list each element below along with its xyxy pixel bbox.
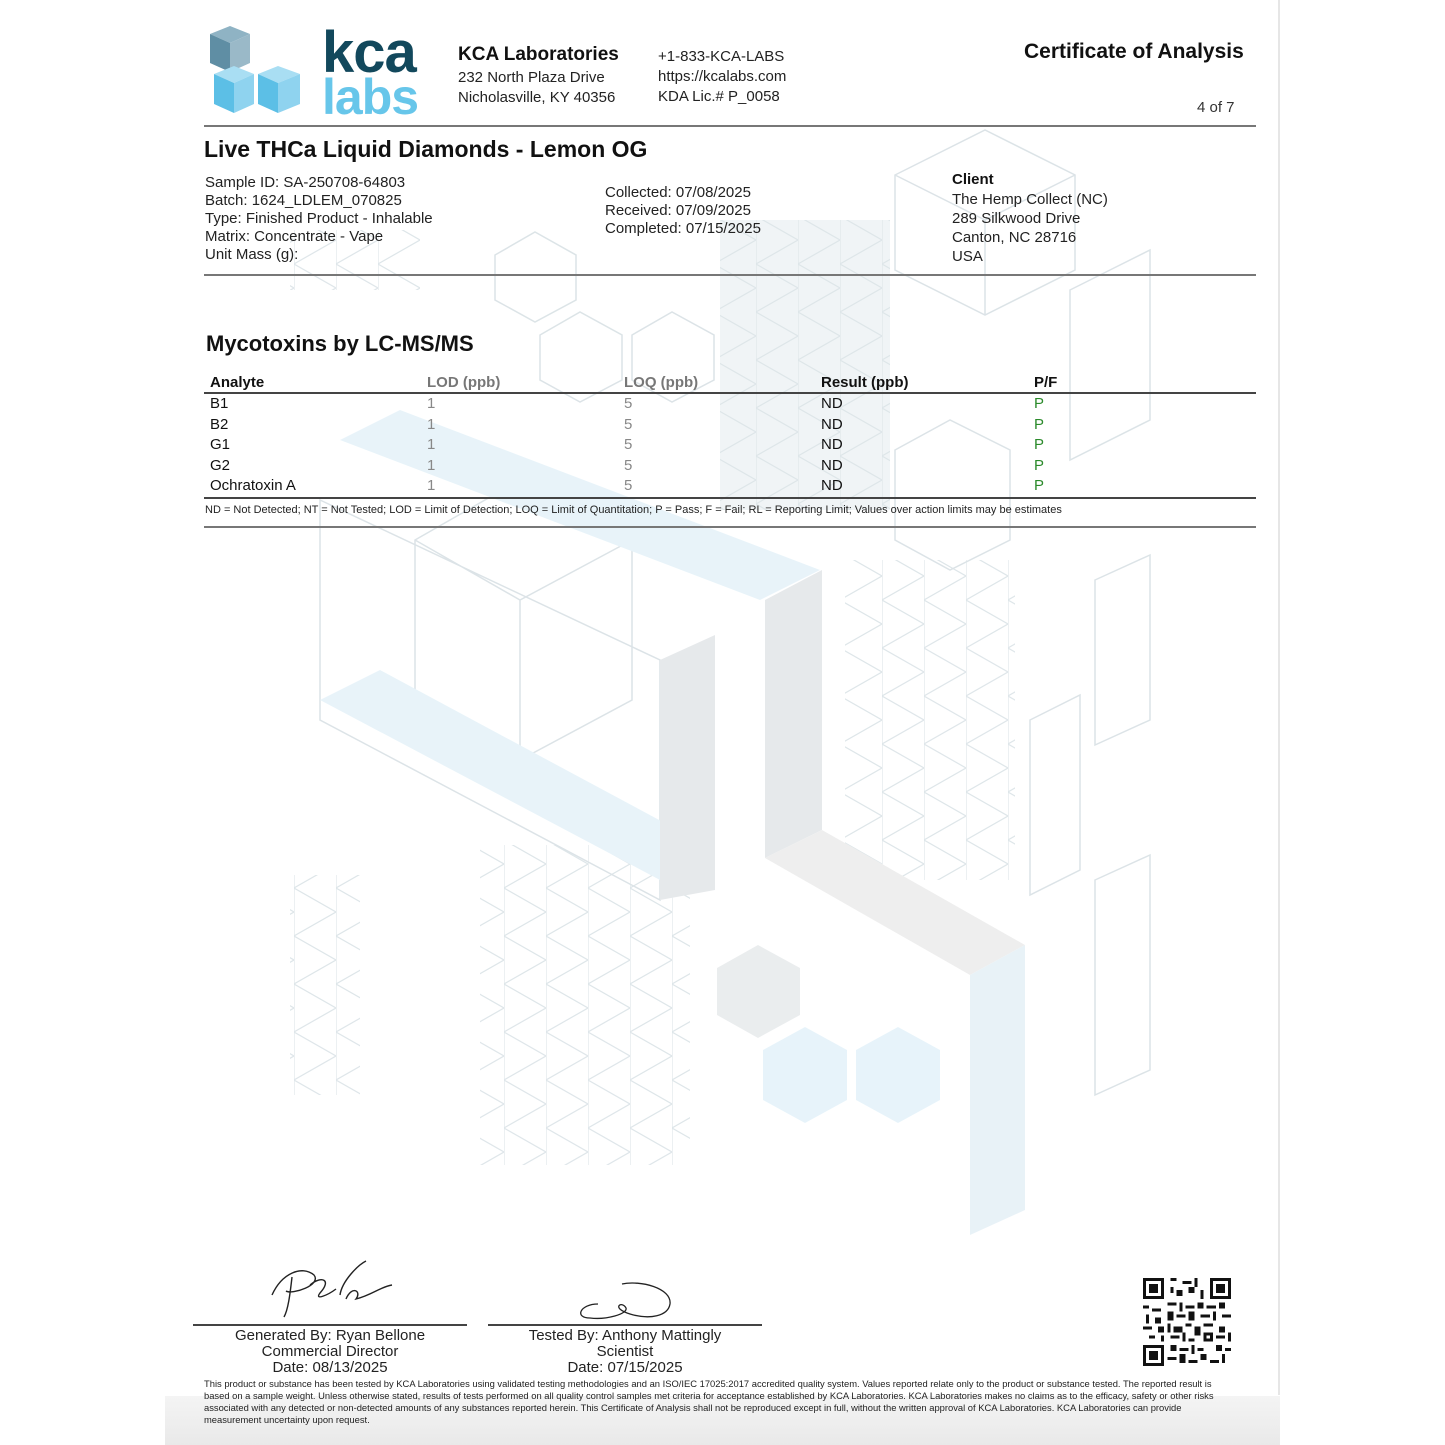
lab-address-line1: 232 North Plaza Drive xyxy=(458,69,605,86)
column-header-lod: LOD (ppb) xyxy=(421,372,618,393)
matrix: Matrix: Concentrate - Vape xyxy=(205,228,384,245)
qr-code-icon[interactable] xyxy=(1143,1278,1231,1366)
unit-mass: Unit Mass (g): xyxy=(205,246,299,263)
document-title: Certificate of Analysis xyxy=(1024,40,1244,63)
column-header-result: Result (ppb) xyxy=(815,372,1028,393)
received-date: Received: 07/09/2025 xyxy=(605,202,751,219)
lod-cell: 1 xyxy=(427,456,436,474)
signature-anthony-mattingly xyxy=(570,1278,680,1328)
page-number: 4 of 7 xyxy=(1197,99,1235,116)
analyte-cell: B1 xyxy=(210,395,229,412)
loq-cell: 5 xyxy=(624,395,633,412)
logo-kca-text: kca xyxy=(322,20,416,85)
column-header-analyte: Analyte xyxy=(204,372,421,393)
product-divider xyxy=(204,274,1256,276)
loq-cell: 5 xyxy=(618,476,815,498)
result-cell: ND xyxy=(821,415,843,433)
pass-fail-cell: P xyxy=(1028,476,1256,498)
lab-phone: +1-833-KCA-LABS xyxy=(658,48,785,65)
header-divider xyxy=(204,125,1256,127)
signature-line-tested xyxy=(488,1324,762,1326)
result-cell: ND xyxy=(821,436,843,453)
completed-date: Completed: 07/15/2025 xyxy=(605,220,761,237)
generated-by-name: Generated By: Ryan Bellone xyxy=(234,1327,426,1344)
table-row xyxy=(204,415,1256,436)
cube-logo-icon xyxy=(188,26,308,121)
column-header-pf: P/F xyxy=(1028,372,1256,393)
lab-address-line2: Nicholasville, KY 40356 xyxy=(458,89,616,106)
result-cell: ND xyxy=(821,395,843,412)
result-cell: ND xyxy=(821,456,843,474)
table-row xyxy=(204,393,1256,415)
pass-fail-cell: P xyxy=(1034,436,1045,453)
result-cell: ND xyxy=(815,476,1028,498)
lod-cell: 1 xyxy=(427,395,436,412)
collected-date: Collected: 07/08/2025 xyxy=(605,184,751,201)
lod-cell: 1 xyxy=(427,415,436,433)
pass-fail-cell: P xyxy=(1034,415,1045,433)
analyte-cell: Ochratoxin A xyxy=(204,476,421,498)
lab-license: KDA Lic.# P_0058 xyxy=(658,88,780,105)
kca-labs-logo xyxy=(188,20,433,125)
analyte-cell: G1 xyxy=(210,436,231,453)
logo-labs-text: labs xyxy=(322,69,419,125)
sample-type: Type: Finished Product - Inhalable xyxy=(205,210,433,227)
generated-by-block xyxy=(193,1328,467,1376)
signature-line-generated xyxy=(193,1324,467,1326)
disclaimer: This product or substance has been tested by KCA Laboratories using validated testing methodologies and an ISO/IEC 17025:2017 accredited quality system. Values reported relate only to the product or substance tested. The reported result is based on a sample weight. Unless otherwise stated, results of tests performed on all quality control samples met criteria for acceptance established by KCA Laboratories. KCA Laboratories makes no claims as to the efficacy, safety or other risks associated with any detected or non-detected amounts of any substances reported herein. This Certificate of Analysis shall not be reproduced except in full, without the written approval of KCA Laboratories. KCA Laboratories can provide measurement uncertainty upon request. xyxy=(204,1378,1214,1425)
lab-name: KCA Laboratories xyxy=(458,44,619,65)
lod-cell: 1 xyxy=(427,436,436,453)
table-row xyxy=(204,456,1256,477)
tested-by-block xyxy=(488,1328,762,1376)
tested-by-date: Date: 07/15/2025 xyxy=(567,1359,683,1376)
tested-by-title: Scientist xyxy=(596,1343,654,1360)
table-row xyxy=(204,476,1256,498)
tested-by-name: Tested By: Anthony Mattingly xyxy=(528,1327,722,1344)
pass-fail-cell: P xyxy=(1034,456,1045,474)
results-table xyxy=(204,372,1256,499)
loq-cell: 5 xyxy=(624,456,633,474)
analyte-cell: G2 xyxy=(210,456,231,474)
product-name: Live THCa Liquid Diamonds - Lemon OG xyxy=(204,136,648,162)
results-header-row xyxy=(204,372,1256,393)
column-header-loq: LOQ (ppb) xyxy=(618,372,815,393)
batch: Batch: 1624_LDLEM_070825 xyxy=(205,192,402,209)
results-legend: ND = Not Detected; NT = Not Tested; LOD = Limit of Detection; LOQ = Limit of Quantitation; P = Pass; F = Fail; RL = Reporting Limit; Values over action limits may be estimates xyxy=(205,504,1062,516)
table-row xyxy=(204,435,1256,456)
section-title: Mycotoxins by LC-MS/MS xyxy=(206,331,474,356)
sample-id: Sample ID: SA-250708-64803 xyxy=(205,174,406,191)
signature-ryan-bellone xyxy=(262,1255,402,1323)
lod-cell: 1 xyxy=(421,476,618,498)
client-street: 289 Silkwood Drive xyxy=(952,210,1081,227)
client-name: The Hemp Collect (NC) xyxy=(952,191,1108,208)
client-city: Canton, NC 28716 xyxy=(952,229,1077,246)
lab-website[interactable]: https://kcalabs.com xyxy=(658,68,787,85)
client-country: USA xyxy=(952,248,983,265)
pass-fail-cell: P xyxy=(1034,395,1045,412)
generated-by-date: Date: 08/13/2025 xyxy=(272,1359,388,1376)
legend-divider xyxy=(204,526,1256,528)
generated-by-title: Commercial Director xyxy=(261,1343,399,1360)
loq-cell: 5 xyxy=(624,436,633,453)
client-heading: Client xyxy=(952,171,994,188)
analyte-cell: B2 xyxy=(210,415,229,433)
loq-cell: 5 xyxy=(624,415,633,433)
